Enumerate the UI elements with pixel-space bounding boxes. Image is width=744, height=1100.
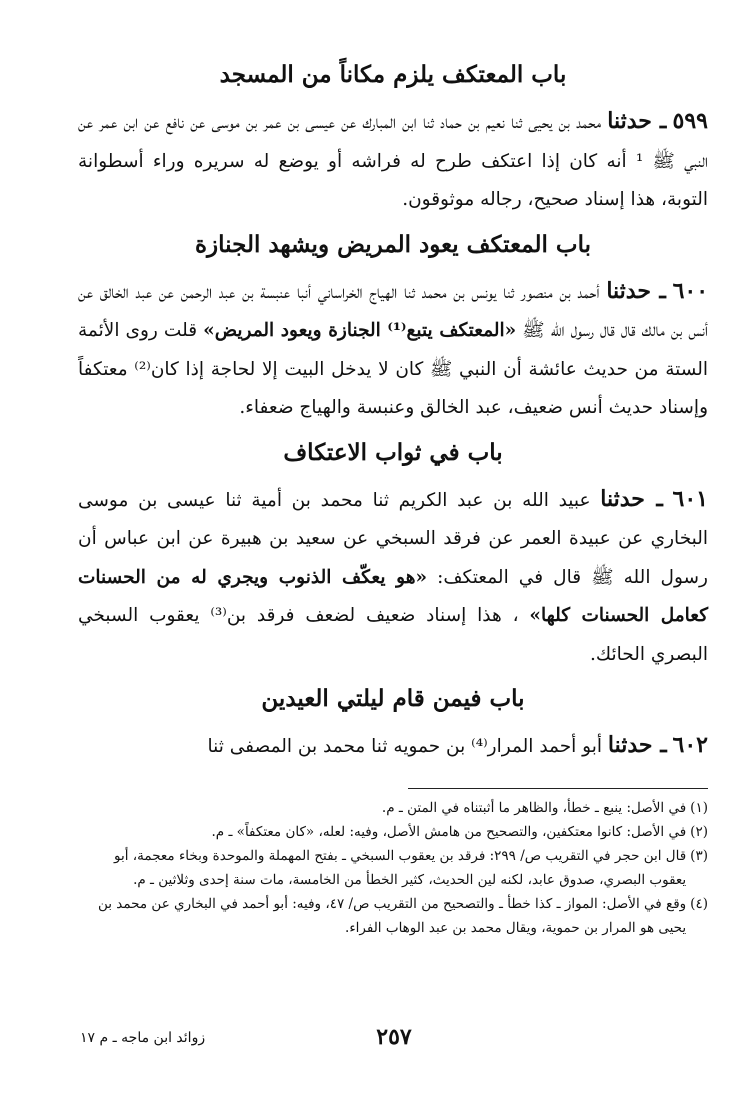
- hadith-text: محمد بن يحيى ثنا نعيم بن حماد ثنا ابن المبارك عن عيسى بن عمر بن موسى عن نافع عن ابن عمر عن النبي ﷺ ¹ أنه كان إذا اعتكف طرح له فراشه أو يوضع له سريره وراء أسطوانة التوبة، هذا إسناد صحيح، رجاله موثوقون.: [78, 112, 708, 210]
- hadith-number: ٦٠١: [672, 485, 708, 512]
- hadith-number: ٥٩٩: [672, 108, 708, 134]
- hadith-paragraph: ٦٠٢ ـ حدثنا أبو أحمد المرار⁽⁴⁾ بن حمويه ثنا محمد بن المصفى ثنا: [207, 732, 708, 758]
- chapter-heading: باب المعتكف يعود المريض ويشهد الجنازة: [195, 230, 591, 258]
- chapter-heading: باب فيمن قام ليلتي العيدين: [261, 685, 525, 712]
- footnote-item: [80, 892, 708, 940]
- hadith-paragraph: ٦٠١ ـ حدثنا عبيد الله بن عبد الكريم ثنا محمد بن أمية ثنا عيسى بن موسى البخاري عن عبيدة العمر عن فرقد السبخي عن سعيد بن هبيرة عن ابن عباس أن رسول الله ﷺ قال في المعتكف: «هو يعكّف الذنوب ويجري له من الحسنات كعامل الحسنات كلها» ، هذا إسناد ضعيف لضعف فرقد بن⁽³⁾ يعقوب السبخي البصري الحائك.: [78, 485, 709, 665]
- hadith-commentary: ، هذا إسناد ضعيف لضعف فرقد بن⁽³⁾ يعقوب السبخي البصري الحائك.: [78, 605, 708, 665]
- footnote-number: (٢): [690, 824, 708, 840]
- footnote-divider: [408, 788, 708, 789]
- chapter-heading: باب المعتكف يلزم مكاناً من المسجد: [219, 61, 567, 88]
- hadith-matn: «المعتكف يتبع⁽¹⁾ الجنازة ويعود المريض»: [203, 320, 517, 341]
- footnote-item: [80, 796, 708, 820]
- footnotes: [80, 796, 708, 940]
- footnote-item: [80, 844, 708, 892]
- footnote-text: في الأصل: ينبع ـ خطأ، والظاهر ما أثبتناه في المتن ـ م.: [381, 800, 687, 816]
- footnote-text: في الأصل: كانوا معتكفين، والتصحيح من هامش الأصل، وفيه: لعله، «كان معتكفاً» ـ م.: [211, 824, 687, 840]
- hadith-text: عبيد الله بن عبد الكريم ثنا محمد بن أمية ثنا عيسى بن موسى البخاري عن عبيدة العمر عن فرقد السبخي عن سعيد بن هبيرة عن ابن عباس أن رسول الله ﷺ قال في المعتكف:: [78, 489, 708, 588]
- hadith-paragraph: ٥٩٩ ـ حدثنا محمد بن يحيى ثنا نعيم بن حماد ثنا ابن المبارك عن عيسى بن عمر بن موسى عن نافع عن ابن عمر عن النبي ﷺ ¹ أنه كان إذا اعتكف طرح له فراشه أو يوضع له سريره وراء أسطوانة التوبة، هذا إسناد صحيح، رجاله موثوقون.: [78, 108, 708, 210]
- hadith-commentary: قلت روى الأئمة الستة من حديث عائشة أن النبي ﷺ كان لا يدخل البيت إلا لحاجة إذا كان⁽²⁾ معتكفاً وإسناد حديث أنس ضعيف، عبد الخالق وعنبسة والهياج ضعفاء.: [78, 320, 709, 418]
- footnote-item: [80, 820, 708, 844]
- hadith-lead: حدثنا: [607, 108, 652, 134]
- running-title: زوائد ابن ماجه ـ م ١٧: [80, 1030, 206, 1046]
- page-footer: [80, 1024, 708, 1064]
- hadith-matn: «هو يعكّف الذنوب ويجري له من الحسنات كعامل الحسنات كلها»: [78, 566, 709, 626]
- footnote-number: (٣): [690, 848, 708, 864]
- hadith-text: أحمد بن منصور ثنا يونس بن محمد ثنا الهياج الخراساني أنبا عنبسة بن عبد الرحمن عن عبد الخالق عن أنس بن مالك قال قال رسول الله ﷺ: [78, 281, 708, 341]
- hadith-number: ٦٠٢: [672, 732, 708, 758]
- footnote-number: (١): [690, 800, 708, 816]
- footnote-text: وقع في الأصل: المواز ـ كذا خطأ ـ والتصحيح من التقريب ص/ ٤٧، وفيه: أبو أحمد في البخاري عن محمد بن يحيى هو المرار بن حموية، ويقال محمد بن عبد الوهاب الفراء.: [97, 896, 687, 936]
- chapter-heading: باب في ثواب الاعتكاف: [283, 438, 503, 466]
- hadith-number: ٦٠٠: [672, 277, 709, 304]
- footnote-text: قال ابن حجر في التقريب ص/ ٢٩٩: فرقد بن يعقوب السبخي ـ بفتح المهملة والموحدة وبخاء معجمة، أبو يعقوب البصري، صدوق عابد، لكنه لين الحديث، كثير الخطأ من الخامسة، مات سنة إحدى وثلاثين ـ م.: [114, 848, 687, 888]
- hadith-lead: حدثنا: [606, 277, 651, 304]
- footnote-number: (٤): [690, 896, 708, 912]
- hadith-lead: حدثنا: [607, 732, 653, 758]
- page-number: ٢٥٧: [376, 1024, 412, 1050]
- hadith-paragraph: ٦٠٠ ـ حدثنا أحمد بن منصور ثنا يونس بن محمد ثنا الهياج الخراساني أنبا عنبسة بن عبد الرحمن عن عبد الخالق عن أنس بن مالك قال قال رسول الله ﷺ «المعتكف يتبع⁽¹⁾ الجنازة ويعود المريض» قلت روى الأئمة الستة من حديث عائشة أن النبي ﷺ كان لا يدخل البيت إلا لحاجة إذا كان⁽²⁾ معتكفاً وإسناد حديث أنس ضعيف، عبد الخالق وعنبسة والهياج ضعفاء.: [78, 277, 709, 418]
- hadith-text: أبو أحمد المرار⁽⁴⁾ بن حمويه ثنا محمد بن المصفى ثنا: [207, 736, 603, 757]
- hadith-lead: حدثنا: [600, 485, 645, 512]
- page-body: [78, 50, 708, 767]
